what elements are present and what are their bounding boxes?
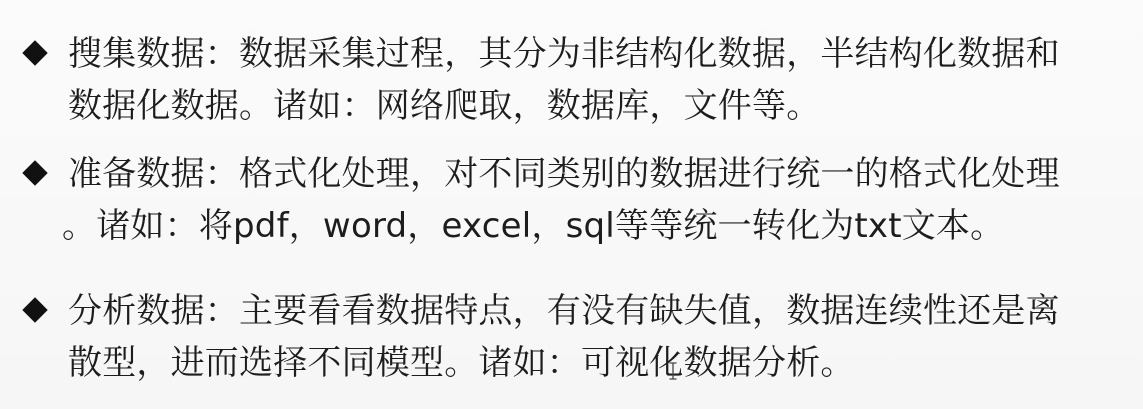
bullet-line: 散型，进而选择不同模型。诸如：可视化数据分析。 <box>68 343 855 383</box>
bullet-line: 搜集数据：数据采集过程，其分为非结构化数据，半结构化数据和 <box>68 34 1060 74</box>
bullet-line: 数据化数据。诸如：网络爬取，数据库，文件等。 <box>68 86 821 126</box>
bullet-collect-data <box>18 28 1128 132</box>
bullet-prepare-data <box>18 148 1128 252</box>
text-cursor-icon <box>668 362 678 380</box>
bullet-line: 。诸如：将pdf，word，excel，sql等等统一转化为txt文本。 <box>62 206 1005 246</box>
bullet-line: 准备数据：格式化处理，对不同类别的数据进行统一的格式化处理 <box>68 154 1060 194</box>
bullet-analyze-data <box>18 285 1128 389</box>
bullet-line: 分析数据：主要看看数据特点，有没有缺失值，数据连续性还是离 <box>68 291 1060 331</box>
